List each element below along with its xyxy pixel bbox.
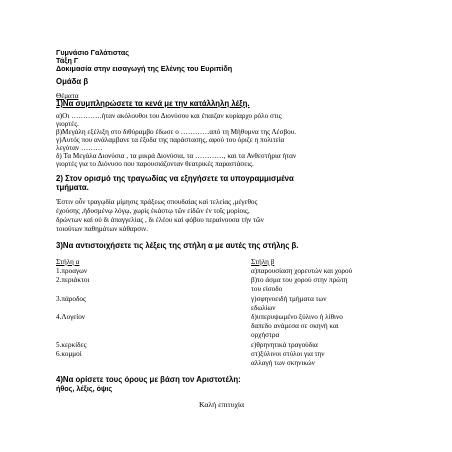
column-b-item: β)το άσμα του χορού στην πρώτη [251, 276, 348, 284]
column-b-item: γ)σφηνοειδή τμήματα των [251, 295, 327, 303]
column-a-item: 6.κομμοί [56, 350, 82, 358]
column-b-item: δαπεδο ανάμεσα σε σκηνή και [251, 322, 339, 330]
q2-line: δρώντων καὶ οὐ δι ἀπαγγελίας , δι ἐλέου καὶ φόβου περαίνουσα τὴν τῶν [56, 216, 264, 224]
q2-title-cont: τμήματα. [56, 183, 89, 192]
column-a-item: 1.προαγων [56, 267, 88, 275]
class-label: Τάξη Γ [56, 56, 79, 65]
column-a-header: Στήλη α [56, 258, 80, 266]
q2-line: τοιούτων παθημάτων κάθαρσιν. [56, 225, 149, 233]
column-a-item: 3.πάροδος [56, 295, 86, 303]
q1-line: γιορτές. [56, 120, 79, 128]
q4-terms: ήθος, λέξις, όψις [56, 384, 113, 393]
q2-line: ἐχούσης ,ἡδυσμένῳ λόγῳ, χωρὶς ἑκάστῳ τῶν εἰδῶν ἐν τοῖς μορίοις, [56, 207, 250, 215]
topics-label: Θέματα [56, 92, 79, 100]
q1-line: α)Οι ………….ήταν ακόλουθοι του Διονύσου και έπαιζαν κυρίαρχο ρόλο στις [56, 112, 282, 120]
test-title: Δοκιμασία στην εισαγωγή της Ελένης του Ευριπίδη [56, 64, 233, 73]
closing-note: Καλή επιτυχία [199, 400, 245, 409]
school-name: Γυμνάσιο Γαλάτιστας [56, 48, 129, 57]
q1-line: λεγόταν ……… [56, 144, 103, 152]
q1-title: 1)Να συμπληρώσετε τα κενά με την κατάλληλη λέξη. [56, 99, 250, 108]
q1-line: β)Μεγάλη εξέλιξη στο διθύραμβο έδωσε ο …………από τη Μήθυμνα της Λέσβου. [56, 128, 297, 136]
q2-title: 2) Στον ορισμό της τραγωδίας να εξηγήσετε τα υπογραμμισμένα [56, 174, 294, 183]
q3-title: 3)Να αντιστοιχήσετε τις λέξεις της στήλη α με αυτές της στήλης β. [56, 241, 299, 250]
column-b-item: ε)θρηνητικά τραγούδια [251, 341, 318, 349]
column-b-item: αλλαγή των σκηνικών [251, 359, 315, 367]
q1-line: γιορτές για το Διόνυσο που παρουσιάζονταν θεατρικές παραστάσεις. [56, 160, 254, 168]
column-b-item: εδωλίων [251, 304, 276, 312]
column-b-item: του είσοδο [251, 285, 283, 293]
column-b-item: α)παρουσίαση χορευτών και χορού [251, 267, 353, 275]
q1-line: δ) Τα Μεγάλα Διονύσια , τα μικρά Διονύσια, τα …………, και τα Ανθεστήρια ήταν [56, 152, 297, 160]
q1-line: γ)Αυτός που ανάλαμβανε τα έξοδα της παράστασης, αφού του όριζε η πολιτεία [56, 136, 285, 144]
q2-line: Ἐστιν οὖν τραγῳδία μίμησις πράξεως σπουδαίας καὶ τελείας ,μέγεθος [56, 198, 258, 206]
column-a-item: 2.περιάκτοι [56, 276, 90, 284]
column-b-item: ορχήστρα [251, 331, 280, 339]
column-a-item: 5.κερκίδες [56, 341, 87, 349]
column-a-item: 4.Λογείον [56, 313, 86, 321]
column-b-item: στ)ξύλινοι στύλοι για την [251, 350, 325, 358]
column-b-item: δ)υπερυψωμένο ξύλινο ή λίθινο [251, 313, 343, 321]
q4-title: 4)Να ορίσετε τους όρους με βάση τον Αριστοτέλη: [56, 375, 241, 384]
column-b-header: Στήλη β [251, 258, 275, 266]
group-label: Ομάδα β [56, 77, 89, 86]
